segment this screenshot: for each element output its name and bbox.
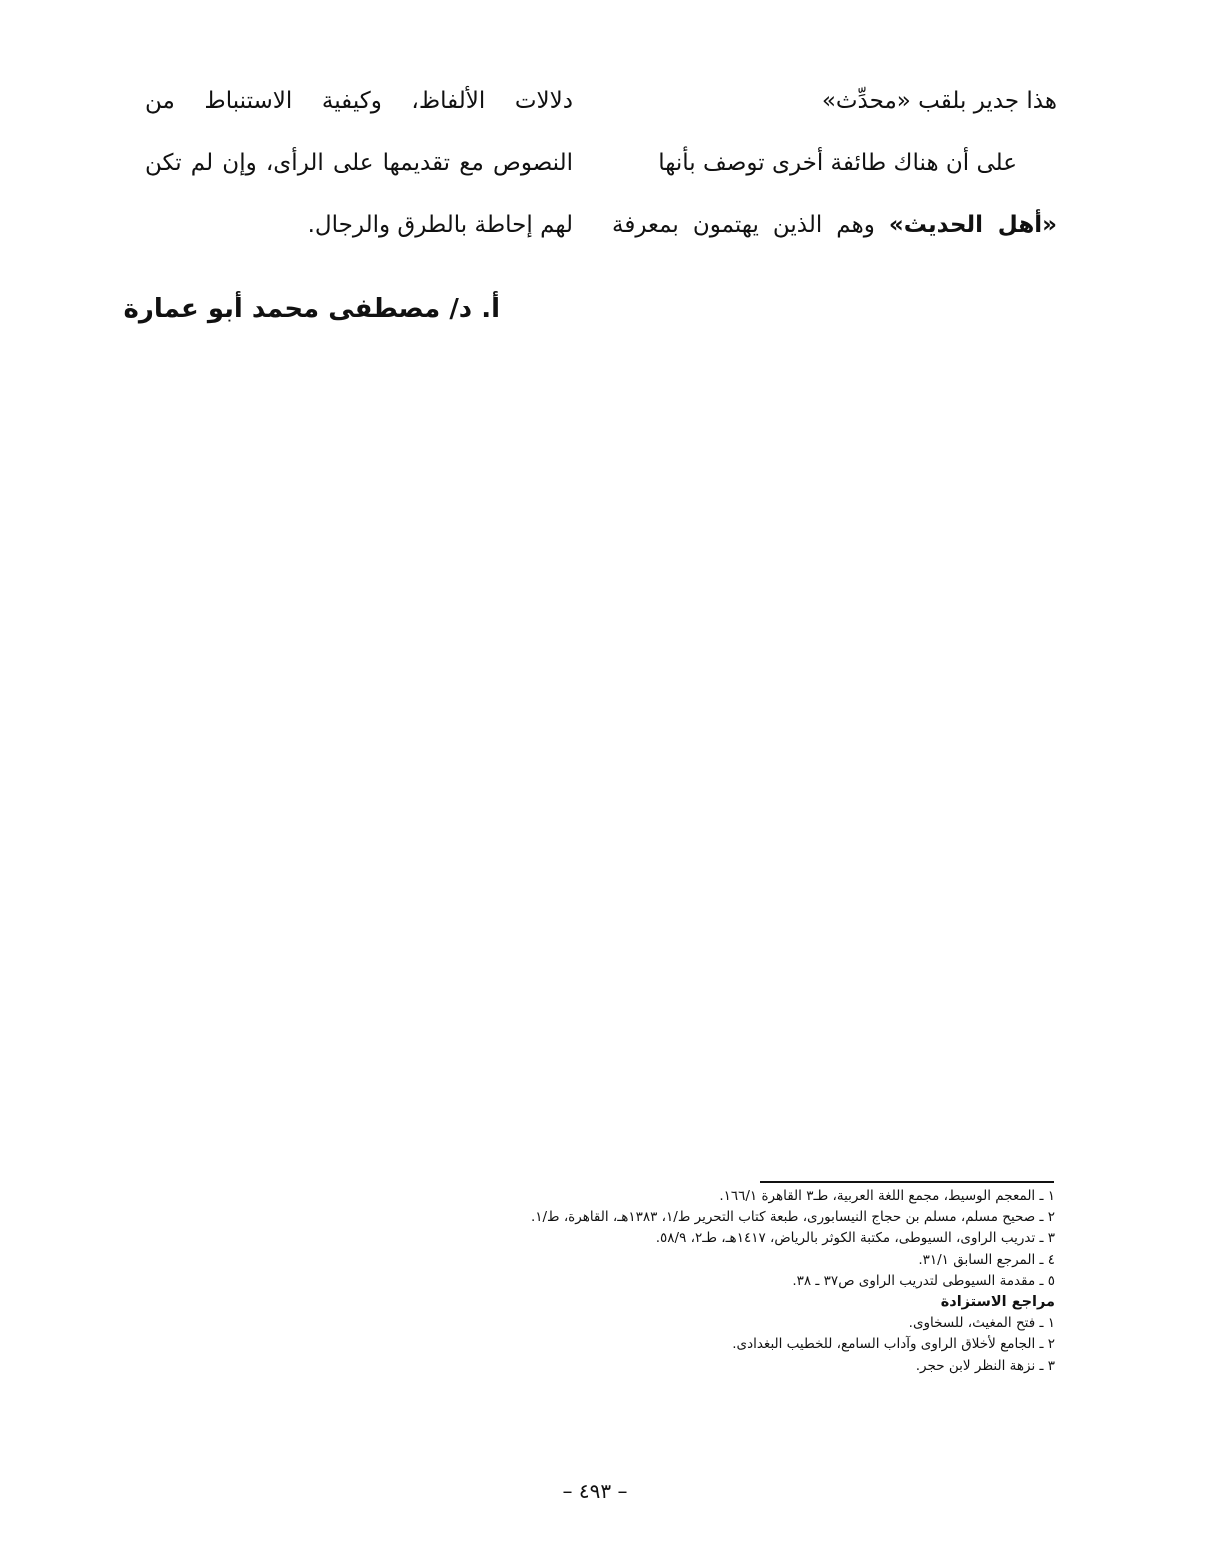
further-reading-item: ٢ ـ الجامع لأخلاق الراوى وآداب السامع، للخطيب البغدادى. [732, 1336, 1055, 1353]
footnotes-section [380, 1186, 1055, 1377]
body-line: النصوص مع تقديمها على الرأى، وإن لم تكن [145, 150, 573, 176]
footnote: ٤ ـ المرجع السابق ٣١/١. [918, 1251, 1055, 1268]
author-signature: أ. د/ مصطفى محمد أبو عمارة [123, 294, 500, 324]
body-line: لهم إحاطة بالطرق والرجال. [307, 212, 573, 238]
body-line-rest: وهم الذين يهتمون بمعرفة [612, 212, 875, 238]
further-reading-item: ٣ ـ نزهة النظر لابن حجر. [915, 1357, 1055, 1374]
footnote: ٣ ـ تدريب الراوى، السيوطى، مكتبة الكوثر بالرياض، ١٤١٧هـ، طـ٢، ٥٨/٩. [655, 1230, 1055, 1247]
body-line: على أن هناك طائفة أخرى توصف بأنها [658, 150, 1017, 176]
body-line: هذا جدير بلقب «محدِّث» [821, 88, 1057, 114]
footnote: ٥ ـ مقدمة السيوطى لتدريب الراوى ص٣٧ ـ ٣٨. [792, 1272, 1055, 1289]
footnote-divider [760, 1181, 1054, 1183]
footnote: ١ ـ المعجم الوسيط، مجمع اللغة العربية، طـ٣ القاهرة ١٦٦/١. [719, 1188, 1055, 1204]
body-column-left [145, 70, 573, 256]
page-number: – ٤٩٣ – [562, 1479, 628, 1503]
body-line-with-term [612, 194, 1057, 256]
footnote: ٢ ـ صحيح مسلم، مسلم بن حجاج النيسابورى، طبعة كتاب التحرير ط/١، ١٣٨٣هـ، القاهرة، ط/١. [530, 1209, 1055, 1226]
body-column-right [612, 70, 1057, 256]
bold-term: «أهل الحديث» [888, 212, 1058, 238]
further-reading-item: ١ ـ فتح المغيث، للسخاوى. [908, 1315, 1055, 1332]
body-line: دلالات الألفاظ، وكيفية الاستنباط من [145, 88, 573, 114]
further-reading-heading: مراجع الاستزادة [940, 1294, 1055, 1311]
